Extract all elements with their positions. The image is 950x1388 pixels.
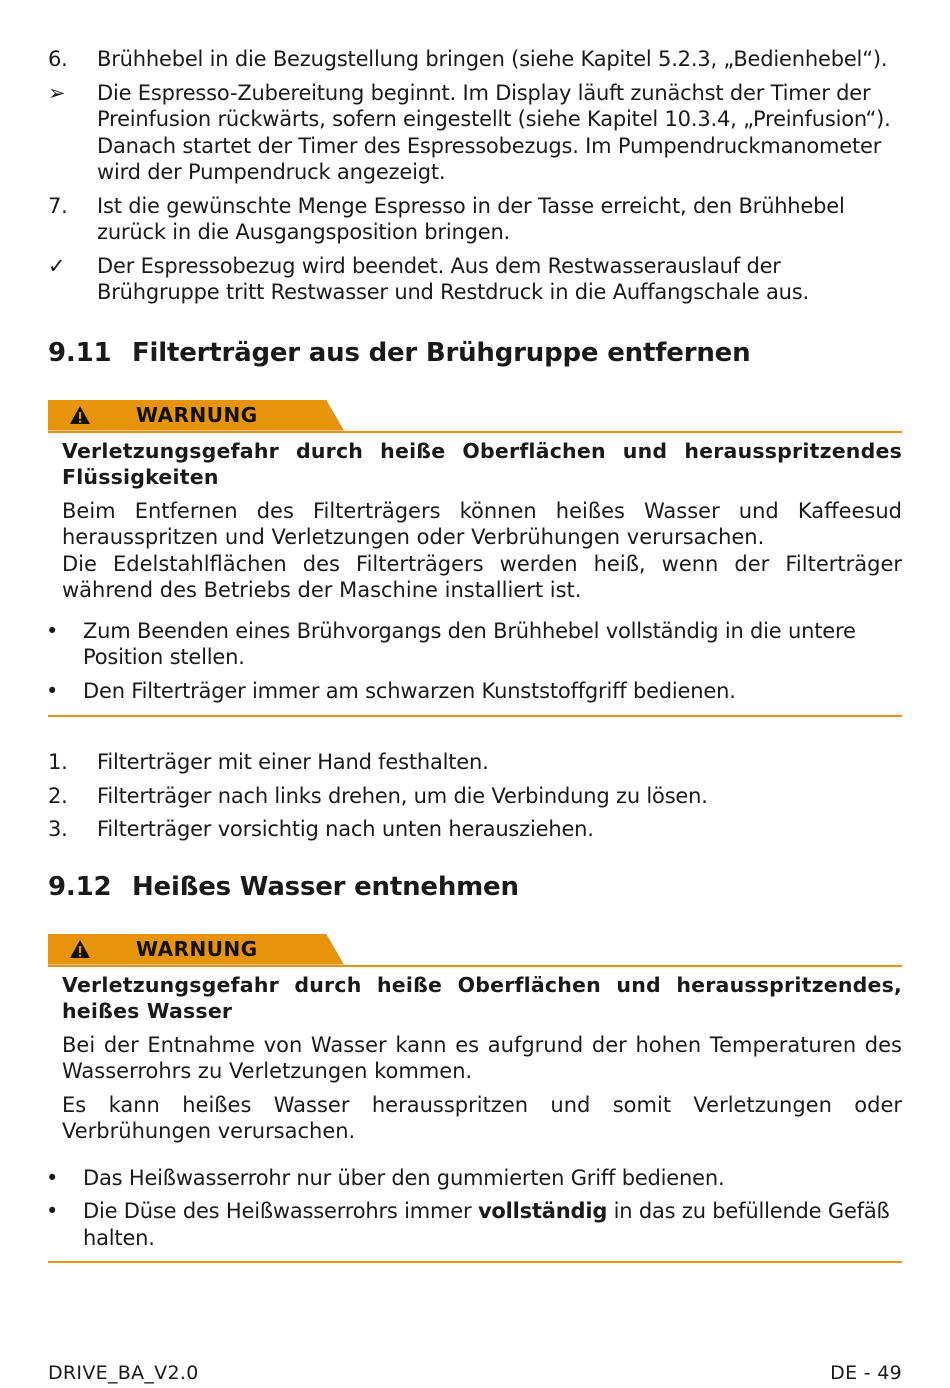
warning-label: WARNUNG — [136, 402, 258, 427]
step-number: 1. — [48, 750, 68, 774]
warning-body — [48, 967, 902, 1145]
warning-end-rule — [48, 715, 902, 717]
warning-label: WARNUNG — [136, 936, 258, 961]
list-item — [48, 783, 902, 810]
warning-paragraph: Die Edelstahlflächen des Filterträgers werden heiß, wenn der Filterträger während des Betriebs der Maschine installiert ist. — [62, 551, 902, 602]
warning-headline: Verletzungsgefahr durch heiße Oberflächen und herausspritzendes, heißes Wasser — [62, 972, 902, 1023]
step-text: Ist die gewünschte Menge Espresso in der Tasse erreicht, den Brühhebel zurück in die Ausgangsposition bringen. — [97, 193, 845, 244]
step-text: Filterträger nach links drehen, um die Verbindung zu lösen. — [97, 783, 708, 808]
section-title: Filterträger aus der Brühgruppe entfernen — [132, 337, 751, 368]
bullet-text — [83, 1199, 890, 1250]
list-item — [48, 816, 902, 843]
steps-911 — [48, 749, 902, 843]
bullet-text: Das Heißwasserrohr nur über den gummierten Griff bedienen. — [83, 1165, 725, 1190]
warning-rule — [48, 431, 902, 433]
page-footer — [48, 1362, 902, 1384]
list-item — [48, 618, 902, 671]
warning-triangle-icon — [69, 405, 91, 425]
list-item — [48, 1198, 902, 1251]
bullet-emphasis: vollständig — [477, 1199, 608, 1223]
warning-headline: Verletzungsgefahr durch heiße Oberflächen und herausspritzendes Flüssigkeiten — [62, 438, 902, 489]
checkmark-icon: ✓ — [48, 253, 66, 278]
bullet-icon: • — [46, 678, 59, 703]
warning-bullets — [48, 618, 902, 705]
steps-top — [48, 46, 902, 306]
list-item — [48, 46, 902, 73]
step-number: 6. — [48, 47, 68, 71]
list-item — [48, 1165, 902, 1192]
section-title: Heißes Wasser entnehmen — [132, 871, 519, 902]
list-item — [48, 80, 902, 186]
list-item — [48, 253, 902, 306]
step-number: 2. — [48, 783, 68, 808]
section-number: 9.12 — [48, 871, 112, 902]
arrow-marker-icon: ➢ — [48, 80, 66, 105]
page-number: DE - 49 — [830, 1362, 902, 1384]
manual-page — [48, 46, 902, 1263]
list-item — [48, 678, 902, 705]
warning-paragraph: Es kann heißes Wasser herausspritzen und somit Verletzungen oder Verbrühungen verursachen. — [62, 1092, 902, 1143]
warning-paragraph: Beim Entfernen des Filterträgers können heißes Wasser und Kaffeesud herausspritzen und Verletzungen oder Verbrühungen verursachen. — [62, 498, 902, 549]
section-number: 9.11 — [48, 337, 112, 368]
document-version: DRIVE_BA_V2.0 — [48, 1362, 199, 1384]
bullet-icon: • — [46, 618, 59, 643]
step-number: 3. — [48, 817, 68, 841]
step-text: Die Espresso-Zubereitung beginnt. Im Display läuft zunächst der Timer der Preinfusion rückwärts, sofern eingestellt (siehe Kapitel 10.3.4, „Preinfusion“). Danach startet der Timer des Espressobezugs. Im Pumpendruckmanometer wird der Pumpendruck angezeigt. — [97, 80, 891, 184]
warning-header — [48, 934, 902, 967]
step-text: Brühhebel in die Bezugstellung bringen (siehe Kapitel 5.2.3, „Bedienhebel“). — [97, 47, 888, 71]
step-number: 7. — [48, 193, 68, 218]
warning-rule — [48, 965, 902, 967]
warning-bullets — [48, 1165, 902, 1252]
step-text: Filterträger vorsichtig nach unten herausziehen. — [97, 817, 594, 841]
bullet-text-post: in das zu befüllende Gefäß halten. — [83, 1199, 890, 1250]
bullet-icon: • — [46, 1199, 59, 1223]
section-heading-912 — [48, 870, 902, 904]
warning-body — [48, 433, 902, 604]
bullet-text: Zum Beenden eines Brühvorgangs den Brühhebel vollständig in die untere Position stellen. — [83, 618, 856, 669]
warning-header — [48, 400, 902, 433]
section-heading-911 — [48, 336, 902, 370]
bullet-icon: • — [46, 1165, 59, 1190]
warning-triangle-icon — [69, 939, 91, 959]
bullet-text-pre: Die Düse des Heißwasserrohrs immer — [83, 1199, 478, 1223]
step-text: Der Espressobezug wird beendet. Aus dem Restwasserauslauf der Brühgruppe tritt Restwasser und Restdruck in die Auffangschale aus. — [97, 253, 809, 304]
step-text: Filterträger mit einer Hand festhalten. — [97, 750, 489, 774]
warning-paragraph: Bei der Entnahme von Wasser kann es aufgrund der hohen Temperaturen des Wasserrohrs zu Verletzungen kommen. — [62, 1032, 902, 1083]
list-item — [48, 193, 902, 246]
warning-end-rule — [48, 1261, 902, 1263]
bullet-text: Den Filterträger immer am schwarzen Kunststoffgriff bedienen. — [83, 678, 736, 703]
list-item — [48, 749, 902, 776]
